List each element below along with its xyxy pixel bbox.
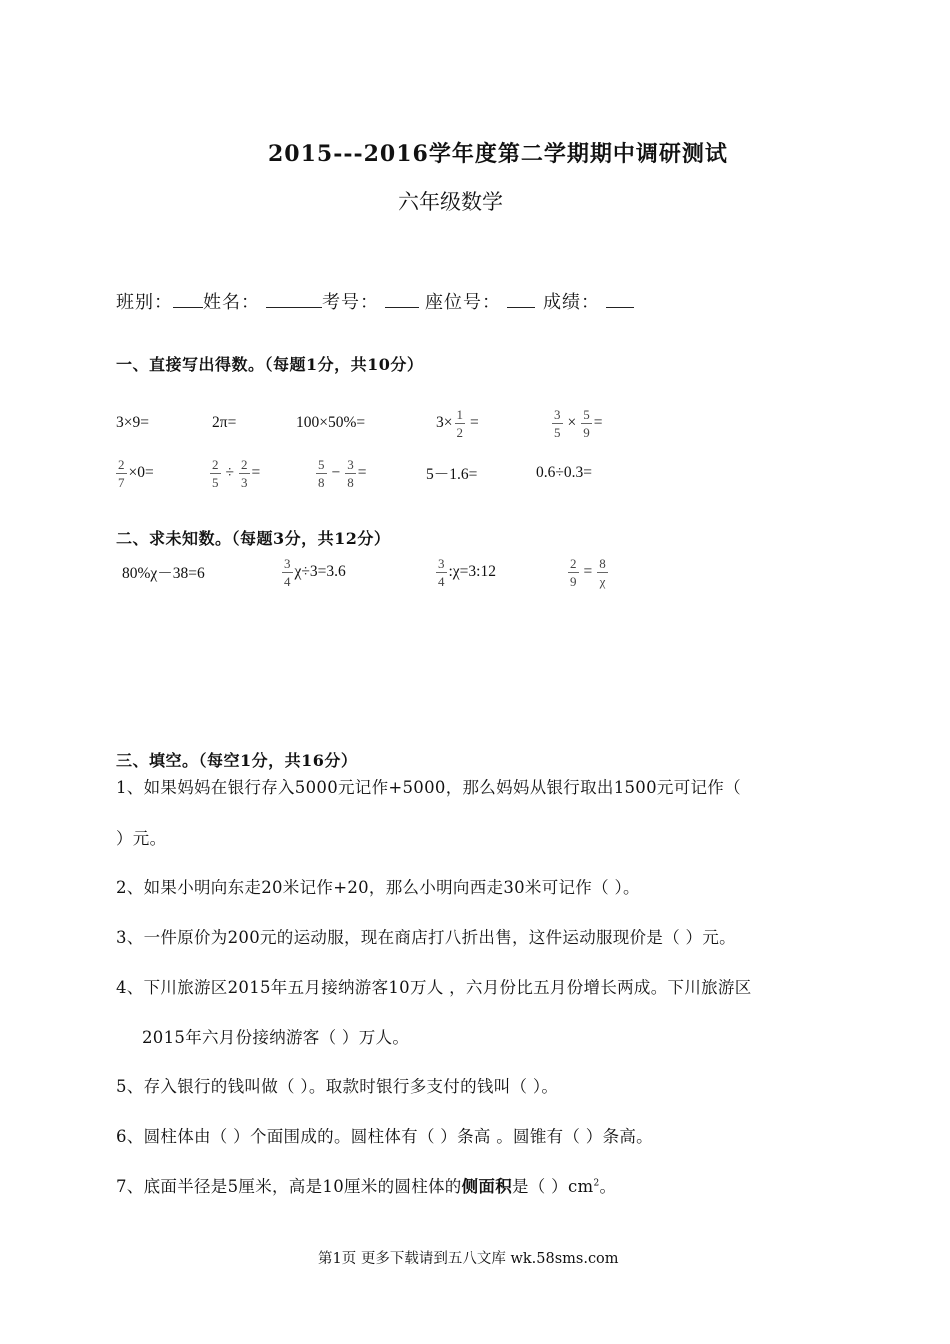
fraction	[116, 457, 127, 490]
numerator: 2	[212, 456, 219, 472]
numerator: 2	[241, 456, 248, 472]
s2-expr-2	[280, 552, 346, 592]
section2-heading: 二、求未知数。（每题3分，共12分）	[116, 529, 391, 548]
operator: ×	[567, 414, 577, 431]
exam-no-blank[interactable]	[385, 289, 419, 308]
fraction	[597, 556, 608, 589]
expr-text: ×0=	[128, 464, 154, 481]
name-label: 姓名：	[203, 292, 260, 313]
seat-blank[interactable]	[507, 289, 535, 308]
exam-no-label: 考号：	[322, 292, 379, 313]
question-7	[116, 1173, 616, 1197]
fraction	[436, 556, 447, 589]
s1-expr-2-3	[314, 453, 367, 493]
denominator: 5	[554, 424, 561, 440]
fraction	[316, 457, 327, 490]
s1-expr-1-3	[296, 403, 365, 443]
score-label: 成绩：	[543, 292, 600, 313]
fraction	[552, 407, 563, 440]
seat-label: 座位号：	[425, 292, 501, 313]
question-4-line-1: 4、下川旅游区2015年五月接纳游客10万人 ，六月份比五月份增长两成。下川旅游区	[116, 978, 752, 997]
numerator: 5	[318, 456, 325, 472]
fraction	[282, 556, 293, 589]
question-7-text-end: 是（ ）cm	[512, 1177, 594, 1196]
question-6: 6、圆柱体由（ ）个面围成的。圆柱体有（ ）条高 。圆锥有（ ）条高。	[116, 1127, 653, 1146]
class-label: 班别：	[116, 292, 173, 313]
s1-expr-2-2	[208, 453, 260, 493]
page-footer: 第1页 更多下载请到五八文库 wk.58sms.com	[318, 1251, 619, 1267]
denominator: 4	[438, 573, 445, 589]
denominator: 3	[241, 474, 248, 490]
denominator: 4	[284, 573, 291, 589]
numerator: 3	[347, 456, 354, 472]
numerator: 8	[599, 555, 606, 571]
superscript: 2	[593, 1178, 600, 1189]
equals-sign: =	[593, 414, 603, 431]
expr-text: 3×9=	[116, 414, 149, 431]
expr-text: 2π=	[212, 414, 237, 431]
question-2: 2、如果小明向东走20米记作+20，那么小明向西走30米可记作（ ）。	[116, 878, 640, 897]
denominator: χ	[599, 573, 606, 589]
question-4-line-2: 2015年六月份接纳游客（ ）万人。	[142, 1028, 410, 1047]
expr-text: 80%χ－38=6	[122, 565, 205, 582]
fraction	[581, 407, 592, 440]
numerator: 2	[118, 456, 125, 472]
question-1-line-2: ）元。	[116, 829, 167, 848]
numerator: 2	[570, 555, 577, 571]
equals-sign: =	[583, 563, 593, 580]
equals-sign: =	[251, 464, 261, 481]
score-blank[interactable]	[606, 289, 634, 308]
equals-sign: =	[357, 464, 367, 481]
numerator: 5	[583, 406, 590, 422]
s1-expr-2-1	[114, 453, 154, 493]
expr-text: χ÷3=3.6	[294, 563, 346, 580]
s1-expr-1-5	[550, 403, 603, 443]
fraction	[239, 457, 250, 490]
numerator: 3	[554, 406, 561, 422]
page-subtitle: 六年级数学	[398, 190, 503, 214]
operator: ÷	[225, 464, 235, 481]
fraction	[455, 407, 466, 440]
question-3: 3、一件原价为200元的运动服，现在商店打八折出售，这件运动服现价是（ ）元。	[116, 928, 736, 947]
expr-text: :χ=3:12	[448, 563, 496, 580]
denominator: 7	[118, 474, 125, 490]
class-blank[interactable]	[173, 289, 203, 308]
expr-text: 100×50%=	[296, 414, 366, 431]
equals-sign: =	[470, 414, 479, 431]
denominator: 8	[347, 474, 354, 490]
name-blank[interactable]	[266, 289, 322, 308]
section1-heading: 一、直接写出得数。（每题1分，共10分）	[116, 355, 424, 374]
expr-text: 5－1.6=	[426, 466, 478, 483]
numerator: 3	[438, 555, 445, 571]
denominator: 5	[212, 474, 219, 490]
s1-expr-2-4	[426, 453, 477, 493]
question-5: 5、存入银行的钱叫做（ ）。取款时银行多支付的钱叫（ ）。	[116, 1077, 559, 1096]
numerator: 3	[284, 555, 291, 571]
s1-expr-1-2	[212, 403, 236, 443]
s1-expr-1-1	[116, 403, 149, 443]
operator: −	[331, 464, 341, 481]
s2-expr-3	[434, 552, 496, 592]
denominator: 8	[318, 474, 325, 490]
question-7-period: 。	[599, 1177, 617, 1196]
fraction	[345, 457, 356, 490]
fraction	[210, 457, 221, 490]
section3-heading: 三、填空。（每空1分，共16分）	[116, 751, 358, 770]
s2-expr-4	[566, 552, 610, 592]
question-7-bold-text: 侧面积	[461, 1177, 512, 1196]
page-title: 2015---2016学年度第二学期期中调研测试	[268, 141, 728, 167]
fraction	[568, 556, 579, 589]
numerator: 1	[456, 406, 463, 422]
student-info-line	[116, 288, 634, 314]
expr-text: 3×	[436, 414, 453, 431]
question-1-line-1: 1、如果妈妈在银行存入5000元记作+5000，那么妈妈从银行取出1500元可记作（	[116, 778, 741, 797]
denominator: 2	[456, 424, 463, 440]
denominator: 9	[570, 573, 577, 589]
s1-expr-2-5	[536, 453, 592, 493]
denominator: 9	[583, 424, 590, 440]
s2-expr-1	[122, 552, 205, 592]
expr-text: 0.6÷0.3=	[536, 464, 592, 481]
question-7-text: 7、底面半径是5厘米，高是10厘米的圆柱体的	[116, 1177, 462, 1196]
s1-expr-1-4	[436, 403, 482, 443]
